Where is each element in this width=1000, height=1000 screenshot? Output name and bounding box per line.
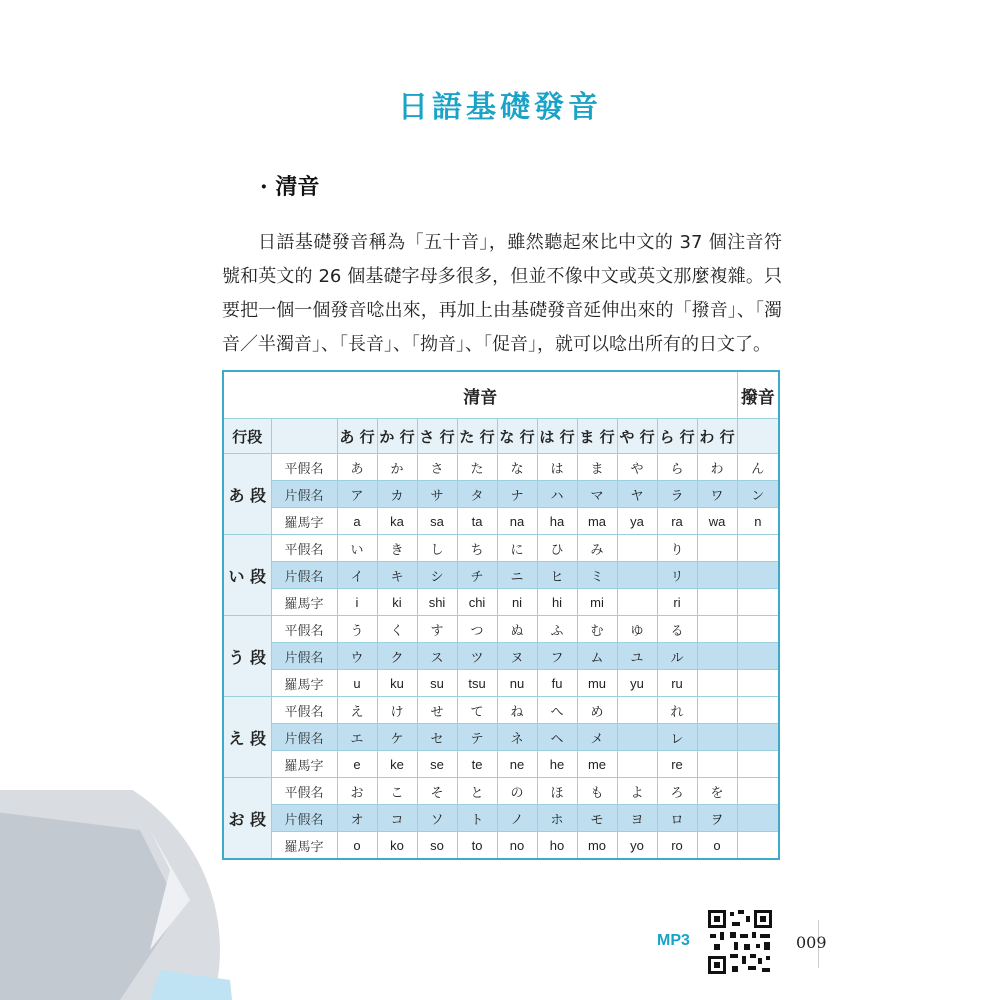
kana-cell: ニ bbox=[497, 562, 537, 589]
kana-cell bbox=[697, 535, 737, 562]
kana-cell: mu bbox=[577, 670, 617, 697]
seion-header: 清音 bbox=[223, 371, 737, 419]
kana-cell: え bbox=[337, 697, 377, 724]
kana-cell: a bbox=[337, 508, 377, 535]
kana-cell: セ bbox=[417, 724, 457, 751]
kana-cell: フ bbox=[537, 643, 577, 670]
kana-cell: ヒ bbox=[537, 562, 577, 589]
kana-cell: ソ bbox=[417, 805, 457, 832]
kana-cell: ru bbox=[657, 670, 697, 697]
table-row bbox=[223, 751, 779, 778]
column-header-9: ら 行 bbox=[657, 419, 697, 454]
dan-label: い 段 bbox=[223, 535, 271, 616]
kana-cell: リ bbox=[657, 562, 697, 589]
kana-cell: ト bbox=[457, 805, 497, 832]
kana-cell bbox=[737, 778, 779, 805]
table-row bbox=[223, 724, 779, 751]
kana-cell: ヨ bbox=[617, 805, 657, 832]
kana-cell: な bbox=[497, 454, 537, 481]
kana-cell: ツ bbox=[457, 643, 497, 670]
kana-cell: は bbox=[537, 454, 577, 481]
table-row bbox=[223, 616, 779, 643]
kana-cell: コ bbox=[377, 805, 417, 832]
kana-cell: mi bbox=[577, 589, 617, 616]
table-row bbox=[223, 562, 779, 589]
kana-cell: ホ bbox=[537, 805, 577, 832]
kana-cell: no bbox=[497, 832, 537, 860]
row-type-label: 平假名 bbox=[271, 697, 337, 724]
kana-cell: ta bbox=[457, 508, 497, 535]
kana-cell: ち bbox=[457, 535, 497, 562]
kana-cell: あ bbox=[337, 454, 377, 481]
dan-label: え 段 bbox=[223, 697, 271, 778]
kana-cell: す bbox=[417, 616, 457, 643]
kana-cell: タ bbox=[457, 481, 497, 508]
kana-cell: ノ bbox=[497, 805, 537, 832]
kana-cell: ma bbox=[577, 508, 617, 535]
kana-cell: na bbox=[497, 508, 537, 535]
row-type-label: 片假名 bbox=[271, 724, 337, 751]
column-header-1: あ 行 bbox=[337, 419, 377, 454]
dan-label: あ 段 bbox=[223, 454, 271, 535]
column-header-7: ま 行 bbox=[577, 419, 617, 454]
kana-cell: ネ bbox=[497, 724, 537, 751]
kana-cell: ら bbox=[657, 454, 697, 481]
kana-cell bbox=[737, 535, 779, 562]
kana-cell: ko bbox=[377, 832, 417, 860]
hatsuon-header: 撥音 bbox=[737, 371, 779, 419]
kana-cell: ハ bbox=[537, 481, 577, 508]
kana-cell: yu bbox=[617, 670, 657, 697]
kana-cell: ka bbox=[377, 508, 417, 535]
kana-cell: シ bbox=[417, 562, 457, 589]
kana-cell: メ bbox=[577, 724, 617, 751]
kana-cell bbox=[697, 589, 737, 616]
kana-cell: け bbox=[377, 697, 417, 724]
column-header-5: な 行 bbox=[497, 419, 537, 454]
kana-cell bbox=[697, 616, 737, 643]
kana-cell: ヘ bbox=[537, 724, 577, 751]
kana-cell: テ bbox=[457, 724, 497, 751]
row-type-label: 片假名 bbox=[271, 805, 337, 832]
kana-cell: に bbox=[497, 535, 537, 562]
kana-cell bbox=[697, 670, 737, 697]
kana-cell bbox=[617, 535, 657, 562]
intro-paragraph: 日語基礎發音稱為「五十音」，雖然聽起來比中文的 37 個注音符號和英文的 26 個基礎字母多很多，但並不像中文或英文那麼複雜。只要把一個一個發音唸出來，再加上由基礎發音延伸出來的「撥音」、「濁音／半濁音」、「長音」、「拗音」、「促音」，就可以唸出所有的日文了。 bbox=[222, 232, 782, 355]
kana-cell: ワ bbox=[697, 481, 737, 508]
kana-cell: sa bbox=[417, 508, 457, 535]
table-row bbox=[223, 670, 779, 697]
table-row bbox=[223, 508, 779, 535]
kana-cell: よ bbox=[617, 778, 657, 805]
kana-cell: も bbox=[577, 778, 617, 805]
dan-label: う 段 bbox=[223, 616, 271, 697]
kana-cell: ナ bbox=[497, 481, 537, 508]
kana-cell: wa bbox=[697, 508, 737, 535]
row-type-label: 平假名 bbox=[271, 535, 337, 562]
kana-cell: い bbox=[337, 535, 377, 562]
kana-cell: お bbox=[337, 778, 377, 805]
kana-cell bbox=[737, 643, 779, 670]
column-header-4: た 行 bbox=[457, 419, 497, 454]
kana-cell bbox=[697, 643, 737, 670]
row-type-label: 片假名 bbox=[271, 643, 337, 670]
kana-cell bbox=[617, 751, 657, 778]
table-row bbox=[223, 805, 779, 832]
kana-cell: yo bbox=[617, 832, 657, 860]
kana-cell: む bbox=[577, 616, 617, 643]
kana-cell bbox=[617, 562, 657, 589]
kana-cell: み bbox=[577, 535, 617, 562]
kana-cell: mo bbox=[577, 832, 617, 860]
table-row bbox=[223, 535, 779, 562]
kana-cell: ヌ bbox=[497, 643, 537, 670]
table-row bbox=[223, 481, 779, 508]
kana-cell: ki bbox=[377, 589, 417, 616]
kana-cell: ra bbox=[657, 508, 697, 535]
kana-cell: he bbox=[537, 751, 577, 778]
table-row bbox=[223, 589, 779, 616]
kana-cell bbox=[737, 670, 779, 697]
mp3-label: MP3 bbox=[657, 932, 690, 949]
qr-code-icon[interactable] bbox=[706, 908, 774, 976]
kana-cell: ユ bbox=[617, 643, 657, 670]
row-type-label: 平假名 bbox=[271, 778, 337, 805]
page-number: 009 bbox=[796, 933, 827, 952]
column-header-8: や 行 bbox=[617, 419, 657, 454]
kana-cell: ろ bbox=[657, 778, 697, 805]
kana-cell bbox=[617, 724, 657, 751]
kana-cell bbox=[617, 589, 657, 616]
kana-cell: ロ bbox=[657, 805, 697, 832]
kana-cell: ke bbox=[377, 751, 417, 778]
table-row bbox=[223, 454, 779, 481]
kana-cell: ho bbox=[537, 832, 577, 860]
kana-cell: れ bbox=[657, 697, 697, 724]
kana-cell: を bbox=[697, 778, 737, 805]
kana-cell bbox=[697, 697, 737, 724]
gyodan-label: 行段 bbox=[223, 419, 271, 454]
kana-cell: る bbox=[657, 616, 697, 643]
kana-cell: く bbox=[377, 616, 417, 643]
kana-table bbox=[222, 370, 780, 860]
kana-cell: イ bbox=[337, 562, 377, 589]
kana-cell: n bbox=[737, 508, 779, 535]
kana-cell: き bbox=[377, 535, 417, 562]
row-type-label: 羅馬字 bbox=[271, 670, 337, 697]
kana-cell: こ bbox=[377, 778, 417, 805]
blank-header-cell bbox=[271, 419, 337, 454]
table-row bbox=[223, 643, 779, 670]
kana-cell: nu bbox=[497, 670, 537, 697]
kana-cell: so bbox=[417, 832, 457, 860]
kana-cell: se bbox=[417, 751, 457, 778]
kana-cell: ケ bbox=[377, 724, 417, 751]
kana-cell bbox=[737, 616, 779, 643]
dan-label: お 段 bbox=[223, 778, 271, 860]
kana-cell: ま bbox=[577, 454, 617, 481]
kana-cell: chi bbox=[457, 589, 497, 616]
kana-cell: o bbox=[697, 832, 737, 860]
kana-cell: ミ bbox=[577, 562, 617, 589]
row-type-label: 平假名 bbox=[271, 616, 337, 643]
kana-cell: そ bbox=[417, 778, 457, 805]
kana-cell: i bbox=[337, 589, 377, 616]
kana-cell: ウ bbox=[337, 643, 377, 670]
kana-cell: ン bbox=[737, 481, 779, 508]
table-row bbox=[223, 697, 779, 724]
kana-cell: さ bbox=[417, 454, 457, 481]
kana-cell bbox=[697, 562, 737, 589]
kana-cell: u bbox=[337, 670, 377, 697]
kana-cell: ヤ bbox=[617, 481, 657, 508]
kana-cell bbox=[737, 562, 779, 589]
kana-cell: ku bbox=[377, 670, 417, 697]
kana-cell: hi bbox=[537, 589, 577, 616]
kana-cell: レ bbox=[657, 724, 697, 751]
kana-cell: ha bbox=[537, 508, 577, 535]
kana-cell: to bbox=[457, 832, 497, 860]
kana-cell: キ bbox=[377, 562, 417, 589]
kana-cell: ni bbox=[497, 589, 537, 616]
row-type-label: 片假名 bbox=[271, 562, 337, 589]
page-title: 日語基礎發音 bbox=[398, 90, 602, 125]
column-header-3: さ 行 bbox=[417, 419, 457, 454]
kana-cell: ム bbox=[577, 643, 617, 670]
row-type-label: 羅馬字 bbox=[271, 751, 337, 778]
kana-cell: tsu bbox=[457, 670, 497, 697]
kana-cell: re bbox=[657, 751, 697, 778]
row-type-label: 羅馬字 bbox=[271, 589, 337, 616]
kana-cell: ひ bbox=[537, 535, 577, 562]
hatsuon-blank-cell bbox=[737, 419, 779, 454]
kana-cell: て bbox=[457, 697, 497, 724]
kana-cell: ri bbox=[657, 589, 697, 616]
kana-cell: う bbox=[337, 616, 377, 643]
kana-cell: マ bbox=[577, 481, 617, 508]
kana-cell: ro bbox=[657, 832, 697, 860]
kana-cell: ふ bbox=[537, 616, 577, 643]
row-type-label: 平假名 bbox=[271, 454, 337, 481]
kana-cell: せ bbox=[417, 697, 457, 724]
kana-cell: e bbox=[337, 751, 377, 778]
kana-cell: め bbox=[577, 697, 617, 724]
kana-cell: と bbox=[457, 778, 497, 805]
row-type-label: 羅馬字 bbox=[271, 832, 337, 860]
kana-cell: モ bbox=[577, 805, 617, 832]
kana-cell: ya bbox=[617, 508, 657, 535]
section-heading: · 清音 bbox=[260, 174, 320, 200]
kana-cell: し bbox=[417, 535, 457, 562]
table-row bbox=[223, 832, 779, 860]
kana-cell: や bbox=[617, 454, 657, 481]
kana-cell bbox=[737, 697, 779, 724]
kana-cell bbox=[737, 589, 779, 616]
kana-cell: ヲ bbox=[697, 805, 737, 832]
kana-cell: fu bbox=[537, 670, 577, 697]
kana-cell: su bbox=[417, 670, 457, 697]
kana-cell: me bbox=[577, 751, 617, 778]
kana-cell: り bbox=[657, 535, 697, 562]
column-header-2: か 行 bbox=[377, 419, 417, 454]
kana-cell: の bbox=[497, 778, 537, 805]
column-header-10: わ 行 bbox=[697, 419, 737, 454]
kana-cell: o bbox=[337, 832, 377, 860]
kana-cell bbox=[737, 724, 779, 751]
kana-cell: た bbox=[457, 454, 497, 481]
kana-cell: ル bbox=[657, 643, 697, 670]
kana-cell: カ bbox=[377, 481, 417, 508]
row-type-label: 片假名 bbox=[271, 481, 337, 508]
kana-cell: ア bbox=[337, 481, 377, 508]
kana-cell: ん bbox=[737, 454, 779, 481]
kana-cell: ク bbox=[377, 643, 417, 670]
kana-cell: エ bbox=[337, 724, 377, 751]
kana-cell: わ bbox=[697, 454, 737, 481]
kana-cell: へ bbox=[537, 697, 577, 724]
kana-cell: ゆ bbox=[617, 616, 657, 643]
kana-cell: オ bbox=[337, 805, 377, 832]
kana-cell bbox=[617, 697, 657, 724]
kana-cell: ラ bbox=[657, 481, 697, 508]
kana-cell: ぬ bbox=[497, 616, 537, 643]
kana-cell: ne bbox=[497, 751, 537, 778]
column-header-6: は 行 bbox=[537, 419, 577, 454]
kana-cell: shi bbox=[417, 589, 457, 616]
kana-cell: か bbox=[377, 454, 417, 481]
table-row bbox=[223, 778, 779, 805]
kana-cell bbox=[697, 751, 737, 778]
kana-cell: ス bbox=[417, 643, 457, 670]
kana-cell: サ bbox=[417, 481, 457, 508]
kana-cell bbox=[737, 751, 779, 778]
kana-cell: ね bbox=[497, 697, 537, 724]
row-type-label: 羅馬字 bbox=[271, 508, 337, 535]
kana-cell: つ bbox=[457, 616, 497, 643]
kana-cell: チ bbox=[457, 562, 497, 589]
decorative-sphere-icon bbox=[0, 790, 240, 1000]
kana-cell: ほ bbox=[537, 778, 577, 805]
kana-cell bbox=[737, 832, 779, 860]
kana-cell bbox=[737, 805, 779, 832]
kana-cell bbox=[697, 724, 737, 751]
kana-cell: te bbox=[457, 751, 497, 778]
